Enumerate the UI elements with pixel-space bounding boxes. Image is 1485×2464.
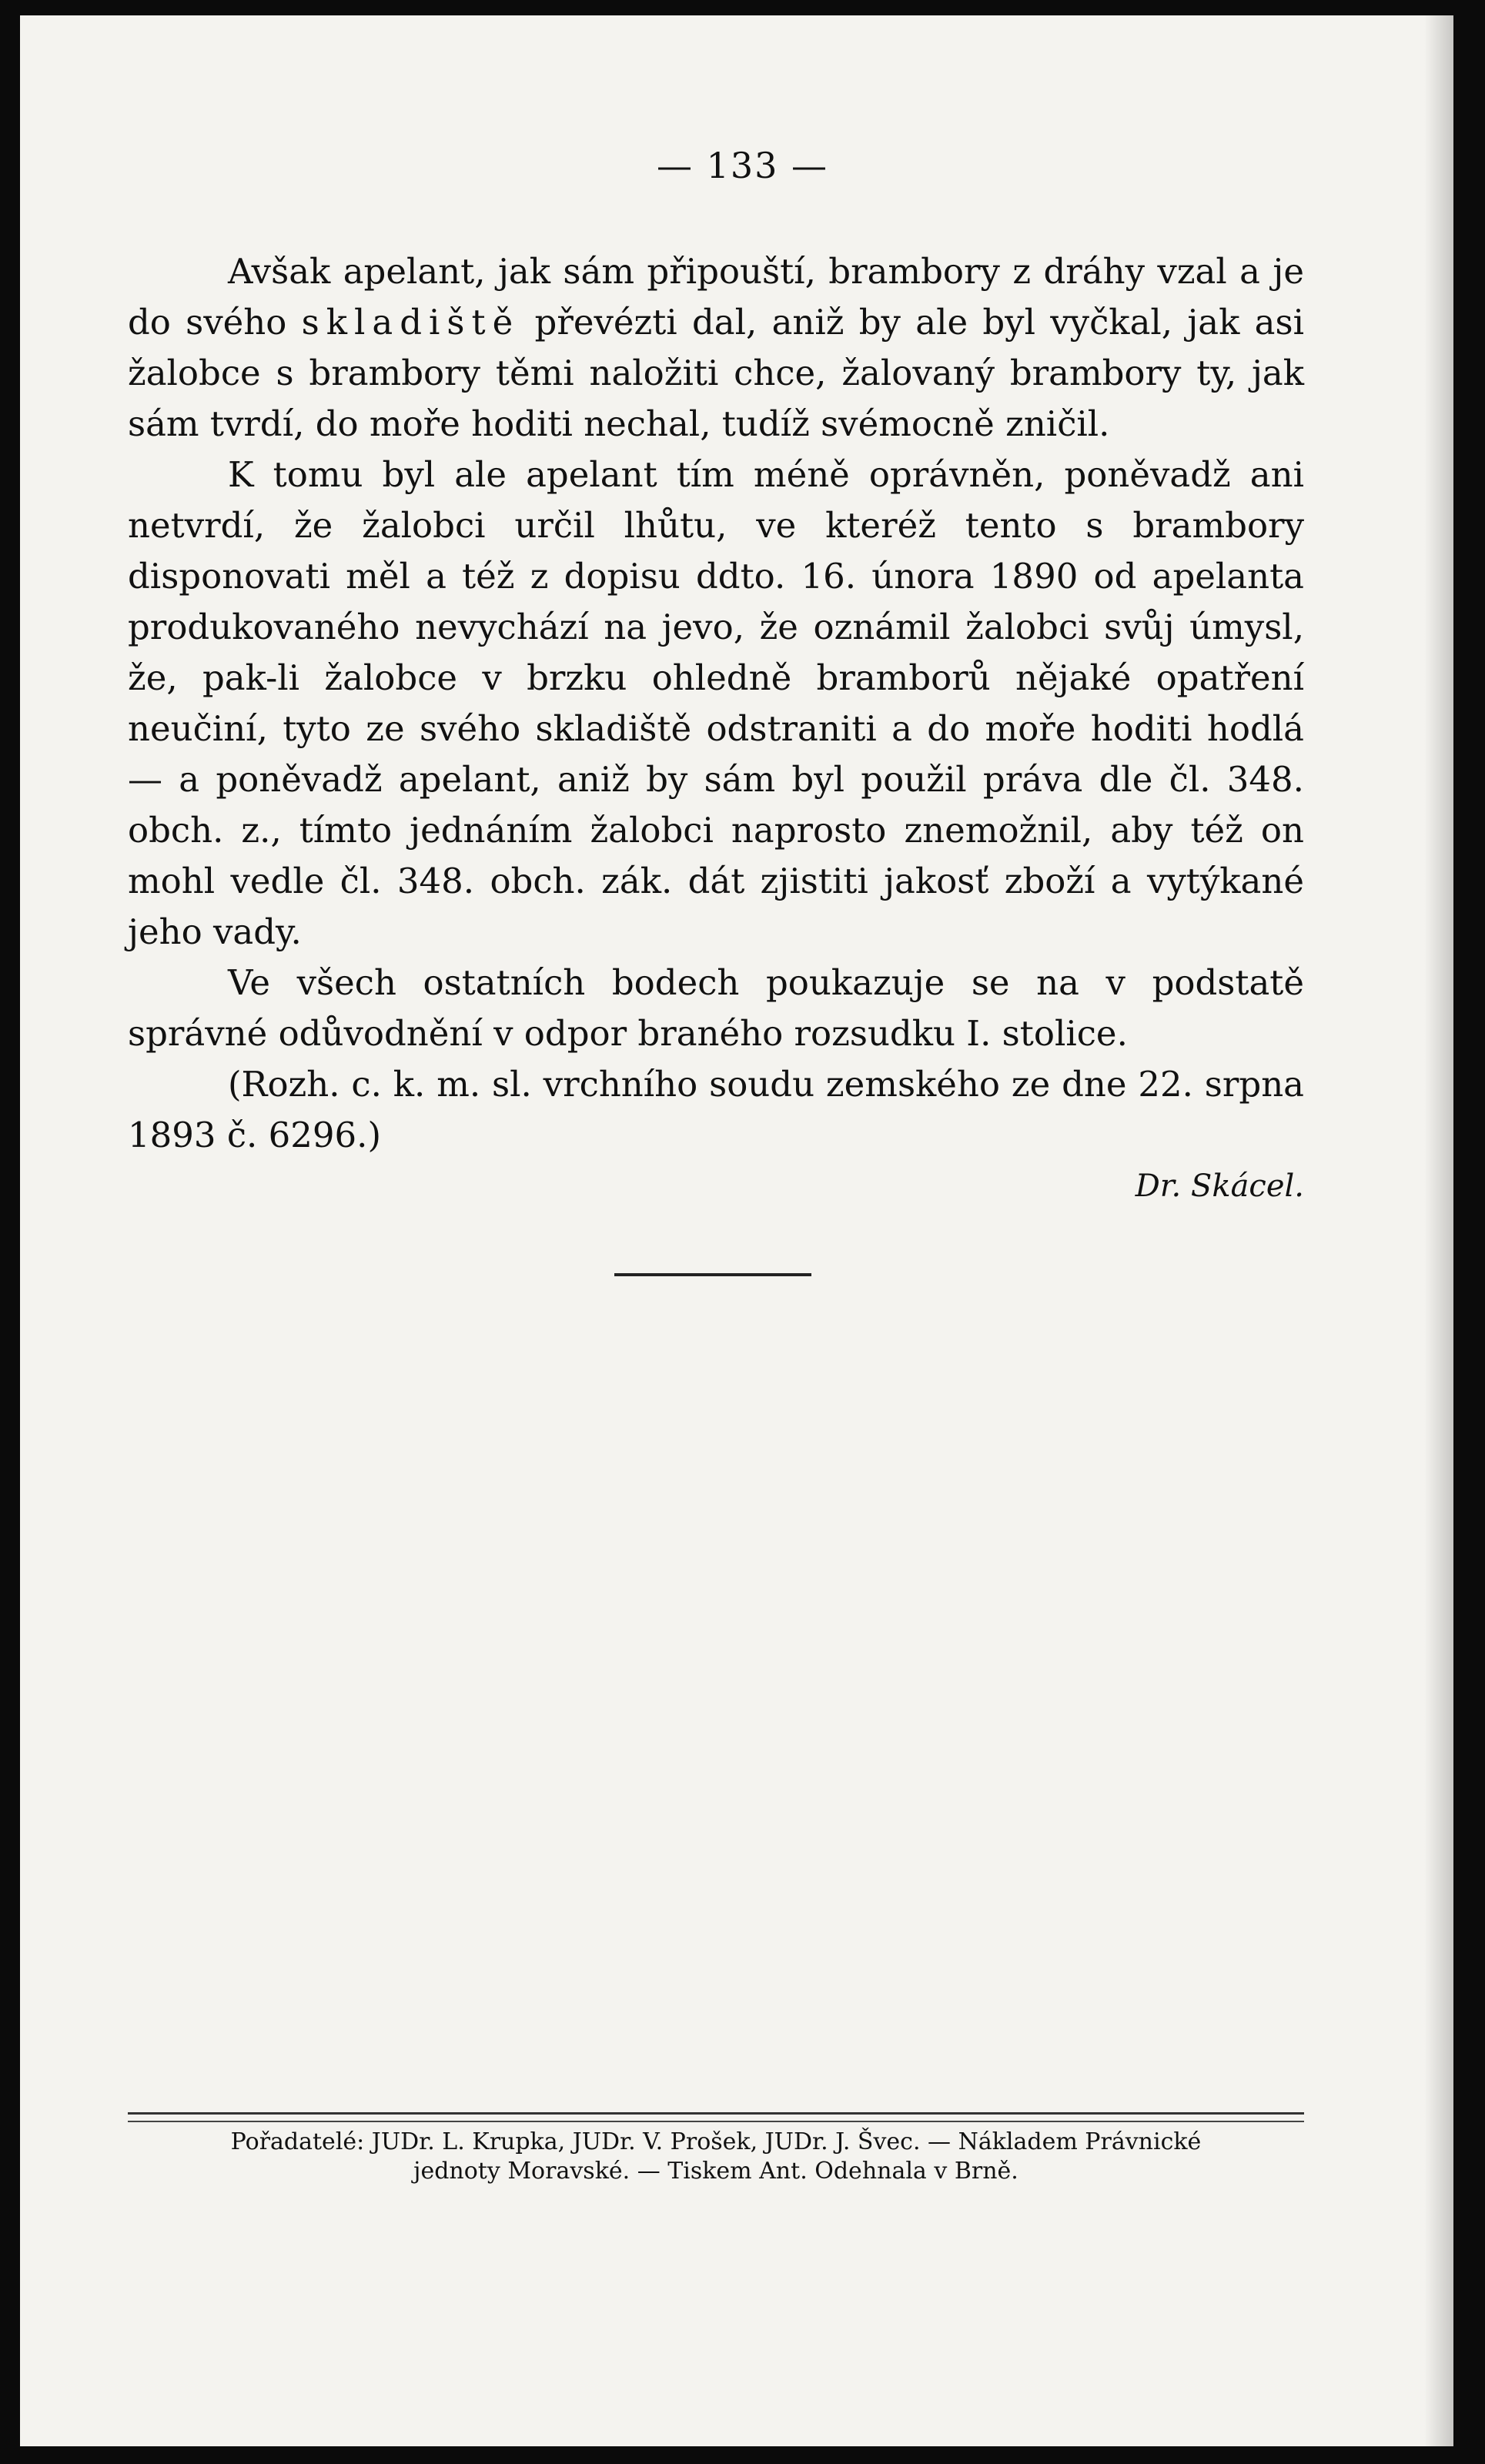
paragraph-3: Ve všech ostatních bodech poukazuje se na v podstatě správné odůvodnění v odpor braného rozsudku I. stolice. bbox=[128, 962, 1304, 1054]
page-edge-shadow bbox=[1424, 15, 1453, 2446]
footer-line-2: jednoty Moravské. — Tiskem Ant. Odehnala v Brně. bbox=[413, 2158, 1018, 2185]
citation-paragraph: (Rozh. c. k. m. sl. vrchního soudu zemského ze dne 22. srpna 1893 č. 6296.) bbox=[128, 1064, 1304, 1155]
footer-line-1: Pořadatelé: JUDr. L. Krupka, JUDr. V. Prošek, JUDr. J. Švec. — Nákladem Právnické bbox=[230, 2128, 1202, 2155]
signature: Dr. Skácel. bbox=[1135, 1168, 1304, 1204]
paragraph-1-start: Avšak apelant, jak sám připouští, brambory z dráhy vzal a je do svého bbox=[128, 251, 1304, 343]
publisher-footer bbox=[128, 2128, 1304, 2186]
paragraph-1-end: převézti dal, aniž by ale byl vyčkal, jak asi žalobce s brambory těmi naložiti chce, žalovaný brambory ty, jak sám tvrdí, do moře hoditi nechal, tudíž svémocně zničil. bbox=[128, 302, 1304, 444]
emphasized-word: skladiště bbox=[301, 302, 520, 343]
footer-rule-top bbox=[128, 2112, 1304, 2115]
footer-rule-bottom bbox=[128, 2121, 1304, 2122]
end-divider bbox=[614, 1273, 811, 1276]
paragraph-1 bbox=[128, 246, 1304, 450]
paragraph-2: K tomu byl ale apelant tím méně oprávněn, poněvadž ani netvrdí, že žalobci určil lhůtu, ve kteréž tento s brambory disponovati měl a též z dopisu ddto. 16. února 1890 od apelanta produkovaného nevychází na jevo, že oznámil žalobci svůj úmysl, že, pak-li žalobce v brzku ohledně bramborů nějaké opatření neučiní, tyto ze svého skladiště odstraniti a do moře hoditi hodlá — a poněvadž apelant, aniž by sám byl použil práva dle čl. 348. obch. z., tímto jednáním žalobci naprosto znemožnil, aby též on mohl vedle čl. 348. obch. zák. dát zjistiti jakosť zboží a vytýkané jeho vady. bbox=[128, 454, 1304, 952]
page-number: — 133 — bbox=[656, 145, 829, 186]
body-text bbox=[128, 246, 1304, 1161]
